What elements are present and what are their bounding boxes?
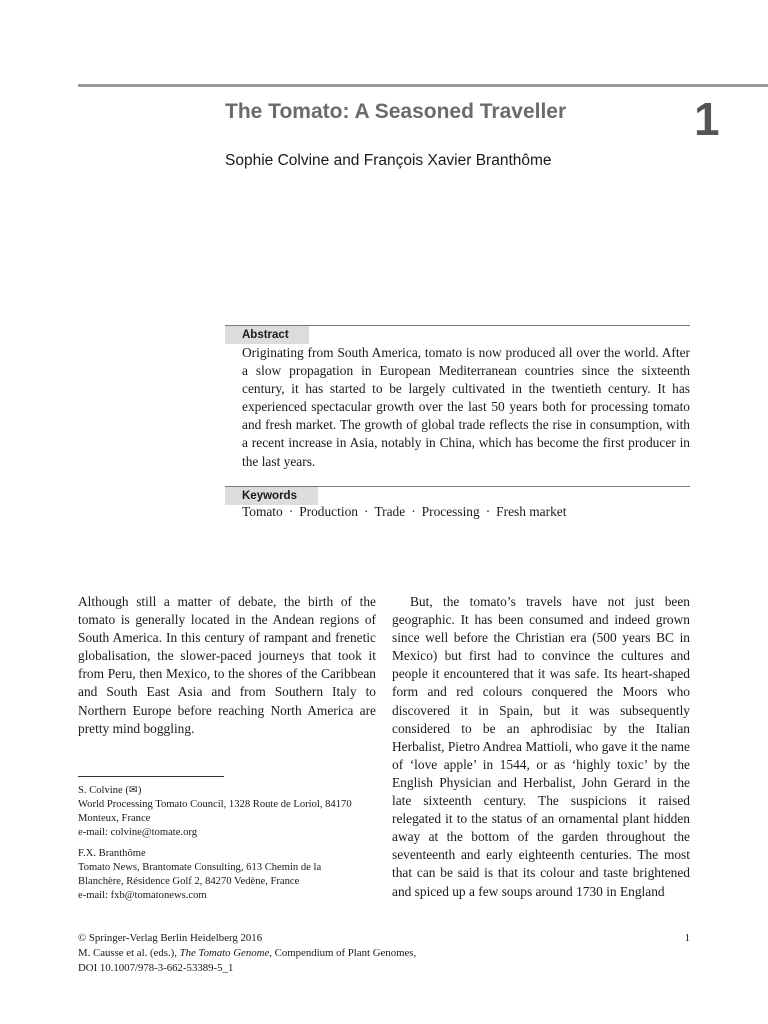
keyword-separator: · <box>411 504 416 519</box>
editors: M. Causse et al. (eds.), <box>78 947 180 959</box>
page-footer <box>78 931 690 976</box>
keyword: Processing <box>421 504 480 519</box>
doi-line: DOI 10.1007/978-3-662-53389-5_1 <box>78 962 234 974</box>
abstract-text: Originating from South America, tomato is now produced all over the world. After a slow propagation in European Mediterranean countries since the sixteenth century, it has started to be largely cultivated in the twentieth century. It has experienced spectacular growth over the last 50 years both for processing tomato and fresh market. The growth of global trade reflects the rise in consumption, with a recent increase in Asia, notably in China, which has become the first producer in the last years. <box>242 345 690 469</box>
keyword-separator: · <box>288 504 294 519</box>
citation-line <box>78 946 690 961</box>
keyword-separator: · <box>363 504 369 519</box>
author-affiliation: World Processing Tomato Council, 1328 Route de Loriol, 84170 Monteux, France <box>78 799 352 824</box>
footnote-author-2 <box>78 847 368 903</box>
footnote-rule <box>78 776 224 777</box>
author-name-close: ) <box>137 785 142 796</box>
keyword: Tomato <box>242 504 283 519</box>
chapter-title: The Tomato: A Seasoned Traveller <box>225 100 567 123</box>
chapter-number: 1 <box>694 93 720 145</box>
keywords-label: Keywords <box>225 487 318 505</box>
envelope-icon: ✉ <box>128 785 138 796</box>
author-footnotes <box>78 784 368 910</box>
keyword: Production <box>299 504 358 519</box>
body-left-column <box>78 593 376 738</box>
author-name: F.X. Branthôme <box>78 848 146 859</box>
copyright-line: © Springer-Verlag Berlin Heidelberg 2016 <box>78 932 263 944</box>
page-number: 1 <box>684 932 690 944</box>
footnote-author-1 <box>78 784 368 840</box>
keyword-separator: · <box>485 504 491 519</box>
author-affiliation: Tomato News, Brantomate Consulting, 613 Chemin de la Blanchère, Résidence Golf 2, 84270 Vedène, France <box>78 862 322 887</box>
keywords-list <box>242 504 566 520</box>
author-name: S. Colvine ( <box>78 785 129 796</box>
series: , Compendium of Plant Genomes, <box>269 947 417 959</box>
keyword: Fresh market <box>496 504 567 519</box>
author-email: e-mail: colvine@tomate.org <box>78 827 197 838</box>
body-right-column <box>392 593 690 901</box>
keyword: Trade <box>374 504 406 519</box>
top-rule <box>78 84 768 87</box>
body-paragraph: But, the tomato’s travels have not just been geographic. It has been consumed and indeed grown since well before the Christian era (500 years BC in Mexico) but first had to convince the cultures and people it encountered that it was safe. Its heart-shaped form and red colours conquered the Moors who discovered it in Spain, but it was subsequently considered to be an aphrodisiac by the Italian Herbalist, Pietro Andrea Mattioli, who gave it the name of ‘love apple’ in 1544, or as ‘highly toxic’ by the English Physician and Herbalist, John Gerard in the late sixteenth century. The suspicions it raised relegated it to the status of an ornamental plant hidden away at the bottom of the garden throughout the seventeenth and early eighteenth centuries. The most that can be said is that its colour and taste brightened and spiced up a few soups around 1730 in England <box>392 594 690 899</box>
abstract-label: Abstract <box>225 326 309 344</box>
body-paragraph: Although still a matter of debate, the birth of the tomato is generally located in the Andean regions of South America. In this century of rampant and frenetic globalisation, the slower-paced journeys that took it from Peru, then Mexico, to the shores of the Caribbean and South East Asia and from Southern Italy to Northern Europe before reaching North America are pretty mind boggling. <box>78 594 376 736</box>
author-email: e-mail: fxb@tomatonews.com <box>78 890 207 901</box>
authors-line: Sophie Colvine and François Xavier Branthôme <box>225 152 552 169</box>
book-title: The Tomato Genome <box>179 947 270 959</box>
